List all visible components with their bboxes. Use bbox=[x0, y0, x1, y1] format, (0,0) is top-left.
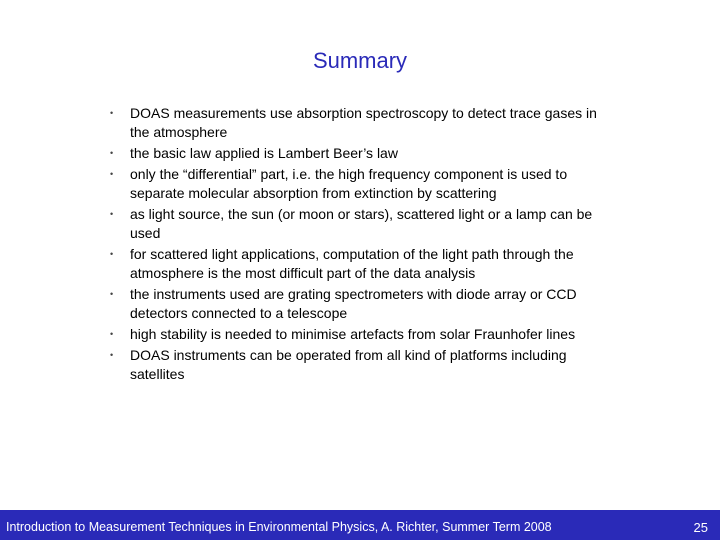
bullet-text: high stability is needed to minimise artefacts from solar Fraunhofer lines bbox=[130, 326, 576, 342]
bullet-text: DOAS measurements use absorption spectroscopy to detect trace gases in the atmosphere bbox=[130, 105, 597, 140]
bullet-icon: • bbox=[110, 350, 114, 360]
bullet-text: only the “differential” part, i.e. the high frequency component is used to separate molecular absorption from extinction by scattering bbox=[130, 166, 568, 201]
bullet-text: as light source, the sun (or moon or stars), scattered light or a lamp can be used bbox=[130, 206, 593, 241]
bullet-item bbox=[98, 144, 618, 163]
bullet-item bbox=[98, 245, 618, 283]
bullet-icon: • bbox=[110, 329, 114, 339]
bullet-icon: • bbox=[110, 289, 114, 299]
bullet-text: the basic law applied is Lambert Beer’s law bbox=[130, 145, 398, 161]
bullet-icon: • bbox=[110, 209, 114, 219]
bullet-item bbox=[98, 325, 618, 344]
bullet-item bbox=[98, 346, 618, 384]
footer-bar bbox=[0, 510, 720, 540]
bullet-list bbox=[98, 104, 618, 386]
bullet-text: DOAS instruments can be operated from all kind of platforms including satellites bbox=[130, 347, 567, 382]
bullet-item bbox=[98, 104, 618, 142]
bullet-item bbox=[98, 165, 618, 203]
bullet-icon: • bbox=[110, 249, 114, 259]
bullet-icon: • bbox=[110, 169, 114, 179]
bullet-text: the instruments used are grating spectrometers with diode array or CCD detectors connected to a telescope bbox=[130, 286, 577, 321]
bullet-item bbox=[98, 285, 618, 323]
bullet-icon: • bbox=[110, 108, 114, 118]
slide-title: Summary bbox=[312, 48, 408, 73]
bullet-icon: • bbox=[110, 148, 114, 158]
footer-text: Introduction to Measurement Techniques in Environmental Physics, A. Richter, Summer Term 2008 bbox=[6, 520, 552, 534]
bullet-text: for scattered light applications, computation of the light path through the atmosphere is the most difficult part of the data analysis bbox=[130, 246, 574, 281]
page-number: 25 bbox=[693, 520, 708, 535]
bullet-item bbox=[98, 205, 618, 243]
